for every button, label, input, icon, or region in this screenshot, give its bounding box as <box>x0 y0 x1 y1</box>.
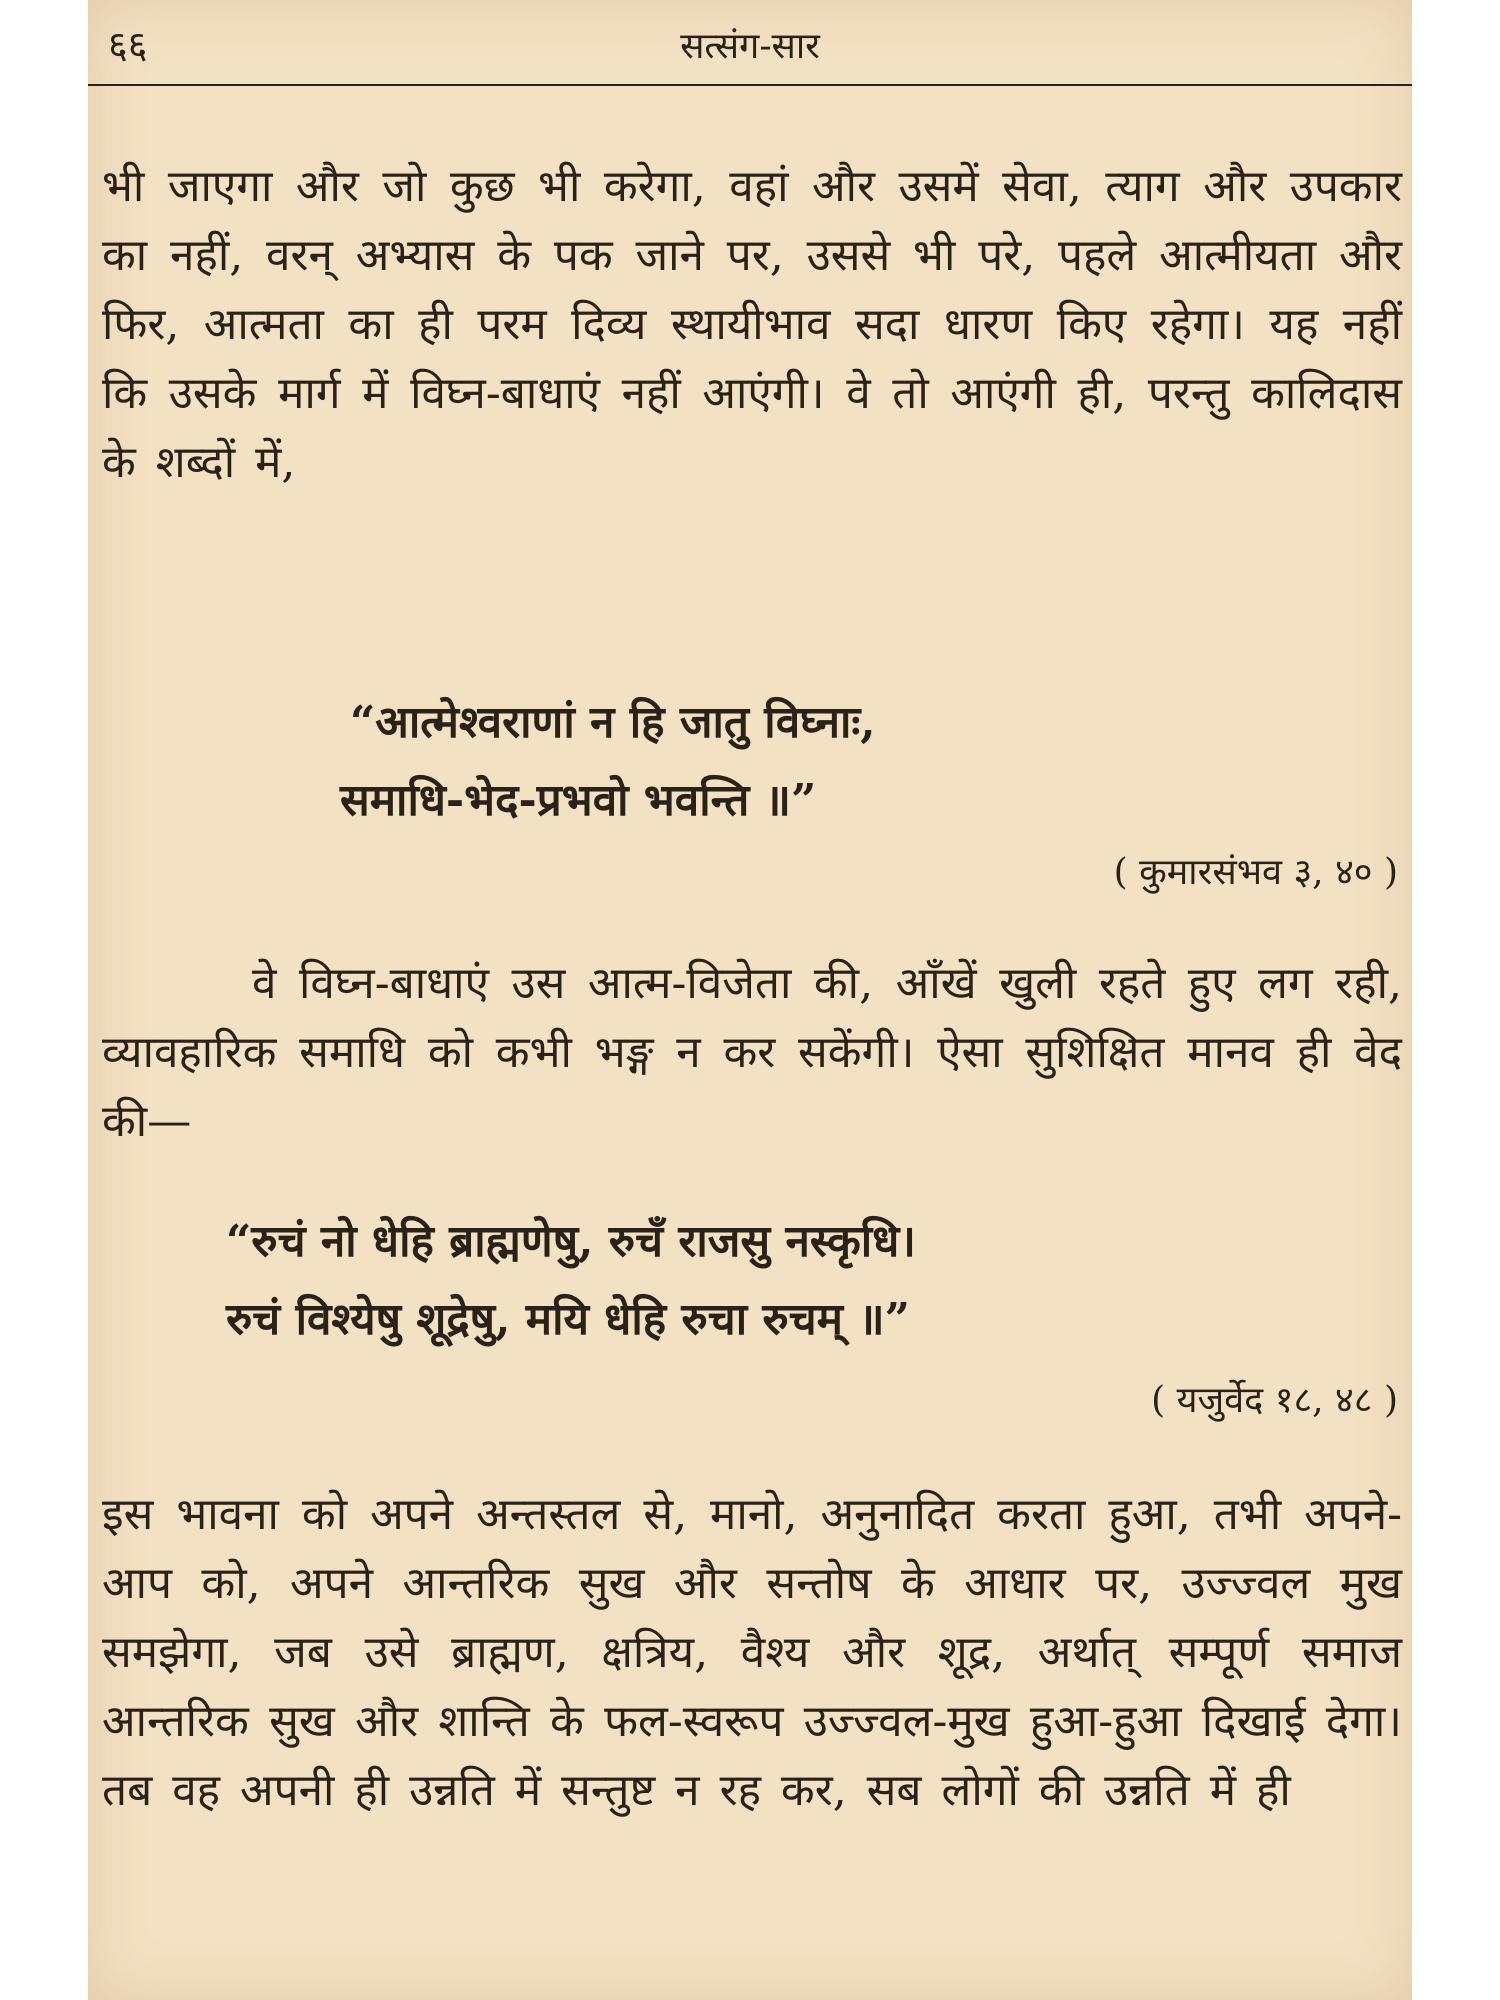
verse-1-line-2: समाधि-भेद-प्रभवो भवन्ति ॥” <box>340 775 817 826</box>
verse-2-citation: ( यजुर्वेद १८, ४८ ) <box>1151 1380 1398 1421</box>
paragraph-3: इस भावना को अपने अन्तस्तल से, मानो, अनुनादित करता हुआ, तभी अपने-आप को, अपने आन्तरिक सुख और सन्तोष के आधार पर, उज्ज्वल मुख समझेगा, जब उसे ब्राह्मण, क्षत्रिय, वैश्य और शूद्र, अर्थात् सम्पूर्ण समाज आन्तरिक सुख और शान्ति के फल-स्वरूप उज्ज्वल-मुख हुआ-हुआ दिखाई देगा। तब वह अपनी ही उन्नति में सन्तुष्ट न रह कर, सब लोगों की उन्नति में ही <box>102 1489 1402 1816</box>
verse-1-citation: ( कुमारसंभव ३, ४० ) <box>1113 852 1398 893</box>
header-rule <box>88 84 1412 86</box>
paragraph-2: वे विघ्न-बाधाएं उस आत्म-विजेता की, आँखें खुली रहते हुए लग रही, व्यावहारिक समाधि को कभी भङ्ग न कर सकेंगी। ऐसा सुशिक्षित मानव ही वेद की— <box>102 958 1402 1147</box>
verse-2-line-2: रुचं विश्येषु शूद्रेषु, मयि धेहि रुचा रुचम् ॥” <box>226 1294 910 1345</box>
book-page <box>88 0 1412 2000</box>
verse-2-line-1: “रुचं नो धेहि ब्राह्मणेषु, रुचँ राजसु नस्कृधि। <box>226 1216 916 1267</box>
paragraph-1: भी जाएगा और जो कुछ भी करेगा, वहां और उसमें सेवा, त्याग और उपकार का नहीं, वरन् अभ्यास के पक जाने पर, उससे भी परे, पहले आत्मीयता और फिर, आत्मता का ही परम दिव्य स्थायीभाव सदा धारण किए रहेगा। यह नहीं कि उसके मार्ग में विघ्न-बाधाएं नहीं आएंगी। वे तो आएंगी ही, परन्तु कालिदास के शब्दों में, <box>102 161 1402 488</box>
page-number: ६६ <box>108 23 148 67</box>
verse-1-line-1: “आत्मेश्वराणां न हि जातु विघ्नाः, <box>350 697 876 748</box>
running-title: सत्संग-सार <box>680 26 820 67</box>
